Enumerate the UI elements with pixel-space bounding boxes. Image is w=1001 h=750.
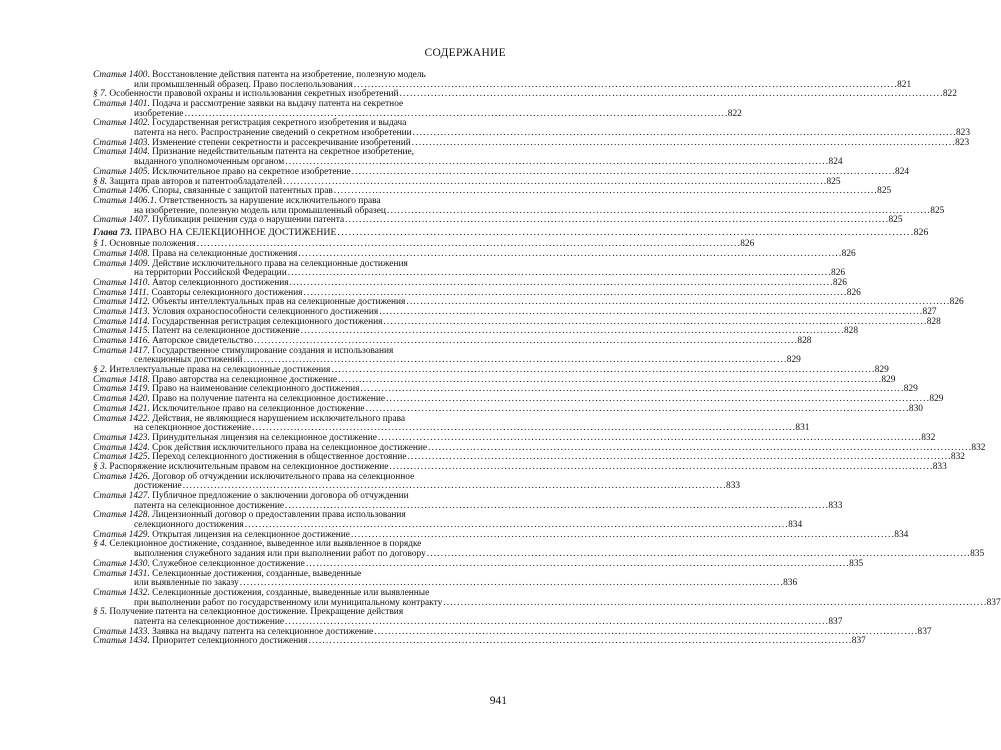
toc-entry-title: на территории Российской Федерации (134, 268, 287, 279)
toc-entry-title: Публичное предложение о заключении договора об отчуждении (152, 491, 409, 502)
toc-entry-label: Статья 1428. (93, 510, 150, 521)
toc-entry-label: Статья 1409. (93, 258, 150, 269)
toc-entry-title: ПРАВО НА СЕЛЕКЦИОННОЕ ДОСТИЖЕНИЕ (134, 226, 337, 238)
toc-entry-text (93, 637, 307, 647)
page-number: 941 (489, 695, 507, 707)
toc-entry-label: Статья 1408. (93, 248, 150, 259)
toc-entry-title: Публикация решения суда о нарушении патента (152, 215, 345, 226)
toc-entry-label: Статья 1429. (93, 529, 150, 540)
toc-entry-title: Изменение степени секретности и рассекречивание изобретений (152, 137, 411, 148)
toc-entry-title: изобретение (134, 108, 184, 119)
toc-page-ref: 835 (970, 549, 985, 560)
toc-entry-title: Селекционные достижения, созданные, выведенные (152, 568, 362, 579)
dot-leader (334, 187, 876, 197)
toc-page-ref: 835 (849, 558, 864, 569)
dot-leader (351, 531, 893, 541)
toc-entry-label: Статья 1420. (93, 394, 150, 405)
toc-entry-title: Соавторы селекционного достижения (151, 287, 303, 298)
toc-entry-title: Право на получение патента на селекционное достижение (152, 394, 386, 405)
toc-page-ref: 833 (726, 481, 741, 492)
toc-entry-label: Статья 1415. (93, 326, 150, 337)
dot-leader (308, 637, 850, 647)
toc-entry-label: Статья 1414. (93, 316, 150, 327)
toc-entry-title: достижение (134, 481, 182, 492)
toc-page-ref: 825 (930, 205, 945, 216)
toc-page-ref: 833 (932, 461, 947, 472)
toc-entry-label: Статья 1423. (93, 432, 150, 443)
toc-entry-title: или промышленный образец. Право послепользования (134, 79, 353, 90)
toc-page-ref: 836 (783, 578, 798, 589)
toc-entry-label: § 5. (93, 607, 108, 618)
toc-entry-title: Договор об отчуждении исключительного права на селекционное (152, 471, 415, 482)
toc-entry-label: Статья 1419. (93, 384, 150, 395)
toc-entry-title: или выявленные по заказу (134, 578, 239, 589)
toc-entry-label: § 8. (93, 176, 108, 187)
toc-page-ref: 829 (874, 365, 889, 376)
toc-entry-title: Объекты интеллектуальных прав на селекционные достижения (152, 297, 406, 308)
toc-page-ref: 825 (826, 176, 841, 187)
toc-page-ref: 825 (888, 215, 903, 226)
toc-page-ref: 832 (950, 452, 965, 463)
toc-page-ref: 833 (828, 500, 843, 511)
toc-page-ref: 823 (955, 137, 970, 148)
dot-leader (306, 560, 848, 570)
toc-entry-title: Селекционное достижение, созданное, выведенное или выявленное в порядке (109, 539, 422, 550)
toc-entry-label: Статья 1401. (93, 99, 150, 110)
toc-entry-title: Право на наименование селекционного достижения (152, 384, 360, 395)
toc-page-ref: 825 (877, 186, 892, 197)
toc-page-ref: 822 (942, 89, 957, 100)
toc-entry-title: при выполнении работ по государственному или муниципальному контракту (134, 597, 443, 608)
toc-entry-label: Глава 73. (93, 226, 133, 238)
dot-leader (345, 216, 887, 226)
toc-page-ref: 821 (897, 79, 912, 90)
toc-entry-label: Статья 1412. (93, 297, 150, 308)
toc-entry-label: § 2. (93, 365, 108, 376)
toc-page-ref: 826 (949, 297, 964, 308)
toc-page-ref: 823 (955, 128, 971, 139)
toc-entry-label: Статья 1434. (93, 636, 150, 647)
toc-page-ref: 829 (881, 374, 896, 385)
toc-entry-title: Переход селекционного достижения в общественное достояние (152, 452, 407, 463)
toc-page-ref: 822 (727, 108, 742, 119)
toc-page-ref: 826 (846, 287, 861, 298)
toc-entry-title: Государственное стимулирование создания и использования (152, 345, 394, 356)
running-head: СОДЕРЖАНИЕ (424, 47, 506, 59)
toc-page-ref: 826 (913, 226, 929, 238)
toc-entry-label: Статья 1402. (93, 118, 150, 129)
toc-entry-title: Автор селекционного достижения (152, 277, 289, 288)
toc-page-ref: 832 (971, 442, 986, 453)
dot-leader (400, 90, 942, 100)
toc-entry-title: выданного уполномоченным органом (134, 157, 285, 168)
toc-entry-title: Заявка на выдачу патента на селекционное достижение (152, 626, 374, 637)
toc-entry-title: Признание недействительным патента на секретное изобретение, (152, 147, 415, 158)
toc-entry-title: Подача и рассмотрение заявки на выдачу патента на секретное (152, 99, 404, 110)
toc-entry-title: на изобретение, полезную модель или промышленный образец (134, 205, 386, 216)
dot-leader (443, 599, 985, 609)
toc-page-ref: 827 (922, 306, 937, 317)
toc-entry-title: селекционных достижений (134, 355, 243, 366)
toc-entry-label: Статья 1433. (93, 626, 150, 637)
toc-entry-label: § 3. (93, 461, 108, 472)
dot-leader (389, 463, 931, 473)
toc-chapter-heading (93, 226, 929, 240)
toc-entry-title: Ответственность за нарушение исключительного права (159, 195, 381, 206)
toc-entry-label: Статья 1406.1. (93, 195, 157, 206)
toc-entry-title: Исключительное право на секретное изобретение (152, 166, 351, 177)
toc-entry-text (93, 226, 337, 240)
dot-leader (366, 405, 908, 415)
toc-entry-label: Статья 1430. (93, 558, 150, 569)
toc-entry-title: Получение патента на селекционное достижение. Прекращение действия (109, 607, 404, 618)
toc-page-ref: 832 (921, 432, 936, 443)
toc-entry-label: Статья 1426. (93, 471, 150, 482)
toc-entry-title: Распоряжение исключительным правом на селекционное достижение (109, 461, 389, 472)
toc-entry-label: Статья 1404. (93, 147, 150, 158)
toc-entry-label: Статья 1418. (93, 374, 150, 385)
toc-entry-label: Статья 1417. (93, 345, 150, 356)
toc-entry (93, 636, 866, 647)
toc-entry-title: Особенности правовой охраны и использования секретных изобретений (109, 89, 399, 100)
toc-entry-label: Статья 1425. (93, 452, 150, 463)
toc-page-ref: 824 (828, 157, 843, 168)
toc-entry-label: § 1. (93, 239, 108, 250)
toc-page-ref: 834 (788, 520, 803, 531)
toc-entry-label: Статья 1427. (93, 491, 150, 502)
toc-entry-title: Открытая лицензия на селекционное достижение (152, 529, 350, 540)
toc-entry-label: § 7. (93, 89, 108, 100)
toc-entry-label: § 4. (93, 539, 108, 550)
toc-entry-label: Статья 1416. (93, 336, 150, 347)
toc-entry-title: Право авторства на селекционное достижение (152, 374, 338, 385)
toc-entry-title: Принудительная лицензия на селекционное достижение (152, 432, 377, 443)
toc-entry-label: Статья 1421. (93, 403, 150, 414)
toc-page-ref: 824 (895, 166, 910, 177)
toc-page-ref: 829 (929, 394, 944, 405)
toc-entry-label: Статья 1400. (93, 69, 150, 80)
toc-entry-label: Статья 1431. (93, 568, 150, 579)
toc-entry-title: Споры, связанные с защитой патентных прав (152, 186, 333, 197)
toc-entry-title: патента на селекционное достижение (134, 616, 285, 627)
toc-entry-title: Селекционные достижения, созданные, выведенные или выявленные (152, 587, 430, 598)
toc-entry-title: Срок действия исключительного права на селекционное достижение (152, 442, 428, 453)
toc-page-ref: 826 (740, 239, 755, 250)
toc-page-ref: 828 (843, 326, 859, 337)
toc-entry-label: Статья 1407. (93, 215, 150, 226)
toc-page-ref: 826 (841, 248, 856, 259)
dot-leader (412, 139, 954, 149)
dot-leader (338, 226, 913, 240)
toc-entry-title: селекционного достижения (134, 520, 244, 531)
toc-entry-label: Статья 1405. (93, 166, 150, 177)
toc-entry-title: Условия охраноспособности селекционного достижения (152, 306, 379, 317)
toc-entry-title: Приоритет селекционного достижения (152, 636, 308, 647)
toc-entry-title: Авторское свидетельство (152, 336, 254, 347)
toc-page-ref: 831 (795, 423, 810, 434)
toc-page-ref: 837 (917, 626, 932, 637)
toc-entry-title: на селекционное достижение (134, 423, 252, 434)
toc-entry-text (93, 216, 344, 226)
toc-page-ref: 830 (908, 403, 923, 414)
toc-entry-label: Статья 1432. (93, 587, 150, 598)
toc-entry-title: Права на селекционные достижения (152, 248, 298, 259)
toc-entry-label: Статья 1406. (93, 186, 150, 197)
toc-page-ref: 837 (828, 616, 843, 627)
toc-entry-title: Исключительное право на селекционное достижение (152, 403, 365, 414)
toc-entry-label: Статья 1424. (93, 442, 150, 453)
toc-page-ref: 834 (894, 529, 909, 540)
toc-entry-title: Восстановление действия патента на изобретение, полезную модель (152, 69, 426, 80)
toc-entry-title: Служебное селекционное достижение (152, 558, 305, 569)
toc-entry-title: Интеллектуальные права на селекционные достижения (109, 365, 331, 376)
toc-entry-label: Статья 1403. (93, 137, 150, 148)
toc-entry (93, 215, 903, 226)
toc-entry-label: Статья 1422. (93, 413, 150, 424)
toc-entry-title: Основные положения (109, 239, 196, 250)
toc-entry-title: Лицензионный договор о предоставлении права использования (152, 510, 406, 521)
toc-entry-title: патента на селекционное достижение (134, 500, 285, 511)
toc-page-ref: 826 (831, 268, 846, 279)
toc-entry-title: Патент на селекционное достижение (152, 326, 300, 337)
toc-entry-title: Защита прав авторов и патентообладателей (109, 176, 283, 187)
toc-entry-title: Действие исключительного права на селекционные достижения (152, 258, 408, 269)
toc-entry-label: Статья 1411. (93, 287, 150, 298)
toc-page-ref: 829 (903, 384, 918, 395)
toc-entry-label: Статья 1410. (93, 277, 150, 288)
toc-entry-title: Действия, не являющиеся нарушением исключительного права (152, 413, 406, 424)
toc-page-ref: 837 (851, 636, 866, 647)
toc-entry-title: Государственная регистрация секретного изобретения и выдача (152, 118, 407, 129)
toc-entry-title: Государственная регистрация селекционного достижения (152, 316, 383, 327)
toc-page-ref: 828 (797, 336, 812, 347)
toc-page-ref: 837 (986, 597, 1001, 608)
toc-entry-title: патента на него. Распространение сведений о секретном изобретении (134, 128, 412, 139)
toc-page-ref: 826 (832, 277, 847, 288)
toc-entry-label: Статья 1413. (93, 306, 150, 317)
table-of-contents (93, 69, 1001, 647)
toc-page-ref: 828 (926, 316, 941, 327)
toc-page-ref: 829 (786, 355, 801, 366)
toc-entry-title: выполнения служебного задания или при выполнении работ по договору (134, 549, 426, 560)
